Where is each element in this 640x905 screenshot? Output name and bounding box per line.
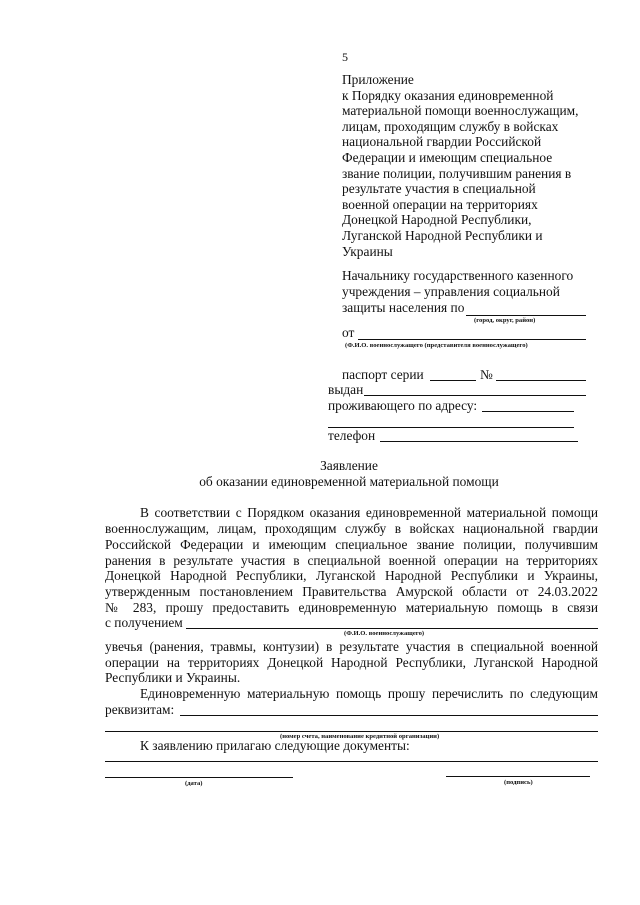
- protection-hint: (город, округ, район): [474, 317, 536, 324]
- phone-label: телефон: [328, 428, 376, 443]
- from-hint: (Ф.И.О. военнослужащего (представителя военнослужащего): [345, 342, 528, 349]
- addressee-line: учреждения – управления социальной: [342, 283, 560, 299]
- body-line: утвержденным постановлением Правительства Амурской области от 24.03.2022: [105, 584, 598, 599]
- details-label: реквизитам:: [105, 702, 175, 717]
- passport-number-field-line[interactable]: [496, 380, 586, 381]
- body-line: Донецкой Народной Республики, Луганской Народной Республики и Украины,: [105, 568, 598, 583]
- address-field-line[interactable]: [482, 411, 574, 412]
- docs-field-line[interactable]: [105, 761, 598, 762]
- passport-number-label: №: [480, 367, 493, 382]
- protection-label: защиты населения по: [342, 300, 465, 315]
- page-number: 5: [342, 50, 348, 64]
- body-line: военнослужащим, лицам, проходящим службу в войсках национальной гвардии: [105, 521, 598, 536]
- signature-hint: (подпись): [504, 779, 533, 786]
- appendix-line: военной операции на территориях: [342, 196, 538, 212]
- body-line: Российской Федерации и имеющим специальное звание полиции, получившим: [105, 537, 598, 552]
- appendix-header: [342, 72, 579, 259]
- protection-field-line[interactable]: [466, 315, 586, 316]
- from-label: от: [342, 325, 355, 340]
- addressee-line: Начальнику государственного казенного: [342, 268, 574, 283]
- body-line: № 283, прошу предоставить единовременную материальную помощь в связи: [105, 600, 598, 615]
- appendix-line: результате участия в специальной: [342, 181, 536, 197]
- passport-series-field-line[interactable]: [430, 380, 476, 381]
- body-line: Единовременную материальную помощь прошу перечислить по следующим: [140, 686, 598, 701]
- details-field-line-2[interactable]: [105, 731, 598, 732]
- body-line: операции на территориях Донецкой Народной Республики, Луганской Народной: [105, 655, 598, 670]
- passport-series-label: паспорт серии: [342, 367, 424, 382]
- issued-field-line[interactable]: [364, 395, 586, 396]
- appendix-line: Луганской Народной Республики и: [342, 227, 543, 243]
- body-line: увечья (ранения, травмы, контузии) в результате участия в специальной военной: [105, 639, 598, 654]
- receipt-field-line[interactable]: [186, 628, 598, 629]
- document-title: Заявление: [320, 458, 378, 473]
- appendix-line: Донецкой Народной Республики,: [342, 212, 532, 228]
- docs-label: К заявлению прилагаю следующие документы:: [140, 738, 410, 753]
- appendix-line: Украины: [342, 243, 393, 259]
- appendix-line: лицам, проходящим службу в войсках: [342, 118, 559, 134]
- signature-field-line[interactable]: [446, 776, 590, 777]
- body-line: В соответствии с Порядком оказания единовременной материальной помощи: [140, 505, 598, 520]
- appendix-line: к Порядку оказания единовременной: [342, 87, 554, 103]
- receipt-label: с получением: [105, 615, 183, 630]
- appendix-line: звание полиции, получившим ранения в: [342, 165, 572, 181]
- document-subtitle: об оказании единовременной материальной помощи: [199, 474, 499, 489]
- addressee-block: [342, 268, 573, 299]
- appendix-line: Федерации и имеющим специальное: [342, 149, 553, 165]
- body-line: ранения в результате участия в специальной военной операции на территориях: [105, 553, 598, 568]
- details-field-line[interactable]: [180, 715, 598, 716]
- receipt-hint: (Ф.И.О. военнослужащего): [344, 630, 425, 637]
- from-field-line[interactable]: [358, 339, 586, 340]
- address-label: проживающего по адресу:: [328, 398, 478, 413]
- date-field-line[interactable]: [105, 777, 293, 778]
- details-hint: (номер счета, наименование кредитной организации): [280, 733, 440, 740]
- issued-label: выдан: [328, 382, 364, 397]
- body-line: Республики и Украины.: [105, 670, 241, 685]
- appendix-line: материальной помощи военнослужащим,: [342, 103, 579, 119]
- appendix-line: Приложение: [342, 72, 414, 87]
- appendix-line: национальной гвардии Российской: [342, 134, 542, 150]
- date-hint: (дата): [185, 780, 203, 787]
- phone-field-line[interactable]: [380, 441, 578, 442]
